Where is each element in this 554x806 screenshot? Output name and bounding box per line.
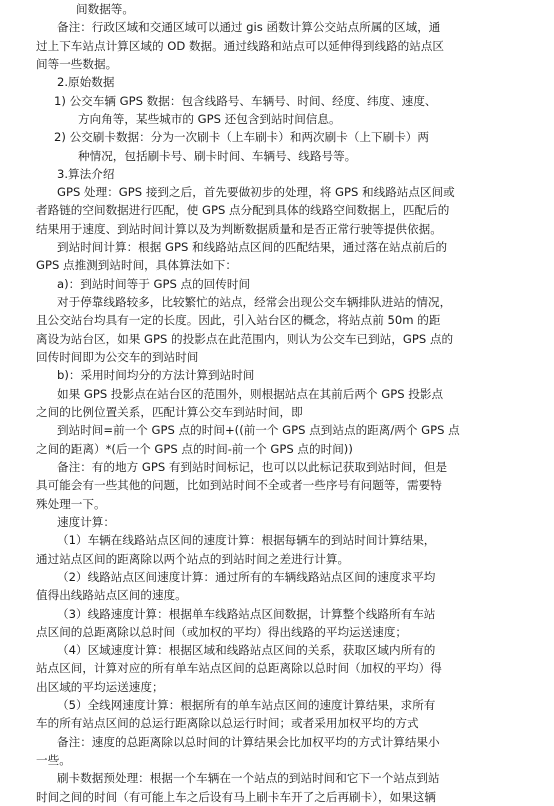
text-line: 具可能会有一些其他的问题，比如到站时间不全或者一些序号有问题等，需要特 <box>36 478 442 492</box>
text-line: 备注：有的地方 GPS 有到站时间标记，也可以以此标记获取到站时间，但是 <box>57 460 448 474</box>
text-line: 间等一些数据。 <box>36 57 118 71</box>
text-line: 离设为站台区，如果 GPS 的投影点在此范围内，则认为公交车已到站，GPS 点的 <box>36 332 454 346</box>
list-item: 1) 公交车辆 GPS 数据：包含线路号、车辆号、时间、经度、纬度、速度、 <box>54 94 437 108</box>
text-line: 间数据等。 <box>76 2 134 16</box>
text-line: 方向角等，某些城市的 GPS 还包含到站时间信息。 <box>78 112 341 126</box>
text-line: 过上下车站点计算区域的 OD 数据。通过线路和站点可以延伸得到线路的站点区 <box>36 39 445 53</box>
text-line: 且公交站台均具有一定的长度。因此，引入站台区的概念，将站点前 50m 的距 <box>36 313 441 327</box>
list-item: （4）区域速度计算：根据区域和线路站点区间的关系，获取区域内所有的 <box>57 643 436 657</box>
section-heading: 3.算法介绍 <box>57 167 115 181</box>
text-line: 如果 GPS 投影点在站台区的范围外，则根据站点在其前后两个 GPS 投影点 <box>57 387 444 401</box>
text-line: 值得出线路站点区间的速度。 <box>36 588 187 602</box>
sub-heading: a)：到站时间等于 GPS 点的回传时间 <box>57 277 251 291</box>
text-line: 者路链的空间数据进行匹配，使 GPS 点分配到具体的线路空间数据上，匹配后的 <box>36 203 450 217</box>
sub-heading: b)：采用时间均分的方法计算到站时间 <box>57 368 255 382</box>
text-line: 殊处理一下。 <box>36 497 106 511</box>
list-item: 2) 公交刷卡数据：分为一次刷卡（上车刷卡）和两次刷卡（上下刷卡）两 <box>54 130 429 144</box>
text-line: GPS 点推测到站时间，具体算法如下： <box>36 258 237 272</box>
text-line: 出区域的平均运送速度； <box>36 680 164 694</box>
text-line: 种情况，包括刷卡号、刷卡时间、车辆号、线路号等。 <box>78 149 357 163</box>
text-line: 备注：行政区域和交通区域可以通过 gis 函数计算公交站点所属的区域，通 <box>57 20 441 34</box>
list-item: （2）线路站点区间速度计算：通过所有的车辆线路站点区间的速度求平均 <box>57 570 436 584</box>
list-item: （1）车辆在线路站点区间的速度计算：根据每辆车的到站时间计算结果， <box>57 533 436 547</box>
text-line: 备注：速度的总距离除以总时间的计算结果会比加权平均的方式计算结果小 <box>57 735 440 749</box>
text-line: 通过站点区间的距离除以两个站点的到站时间之差进行计算。 <box>36 552 350 566</box>
list-item: （5）全线网速度计算：根据所有的单车站点区间的速度计算结果，求所有 <box>57 698 436 712</box>
section-heading: 2.原始数据 <box>57 75 115 89</box>
section-heading: 速度计算： <box>57 515 115 529</box>
text-line: GPS 处理：GPS 接到之后，首先要做初步的处理，将 GPS 和线路站点区间或 <box>57 185 455 199</box>
text-line: 点区间的总距离除以总时间（或加权的平均）得出线路的平均运送速度； <box>36 625 408 639</box>
list-item: （3）线路速度计算：根据单车线路站点区间数据，计算整个线路所有车站 <box>57 607 436 621</box>
text-line: 回传时间即为公交车的到站时间 <box>36 350 199 364</box>
text-line: 站点区间，计算对应的所有单车站点区间的总距离除以总时间（加权的平均）得 <box>36 661 442 675</box>
text-line: 结果用于速度、到站时间计算以及为判断数据质量和是否正常行驶等提供依据。 <box>36 222 442 236</box>
text-line: 时间之间的时间（有可能上车之后设有马上刷卡车开了之后再刷卡），如果这辆 <box>36 790 436 804</box>
formula-line: 到站时间=前一个 GPS 点的时间+((前一个 GPS 点到站点的距离/两个 GPS 点 <box>57 423 460 437</box>
text-line: 对于停靠线路较多，比较繁忙的站点，经常会出现公交车辆排队进站的情况， <box>57 295 452 309</box>
text-line: 车的所有站点区间的总运行距离除以总运行时间；或者采用加权平均的方式 <box>36 716 419 730</box>
formula-line: 之间的距离）*(后一个 GPS 点的时间-前一个 GPS 点的时间)) <box>36 442 353 456</box>
text-line: 刷卡数据预处理：根据一个车辆在一个站点的到站时间和它下一个站点到站 <box>57 771 440 785</box>
text-line: 一些。 <box>36 753 71 767</box>
text-line: 到站时间计算：根据 GPS 和线路站点区间的匹配结果，通过落在站点前后的 <box>57 240 448 254</box>
text-line: 之间的比例位置关系，匹配计算公交车到站时间，即 <box>36 405 303 419</box>
